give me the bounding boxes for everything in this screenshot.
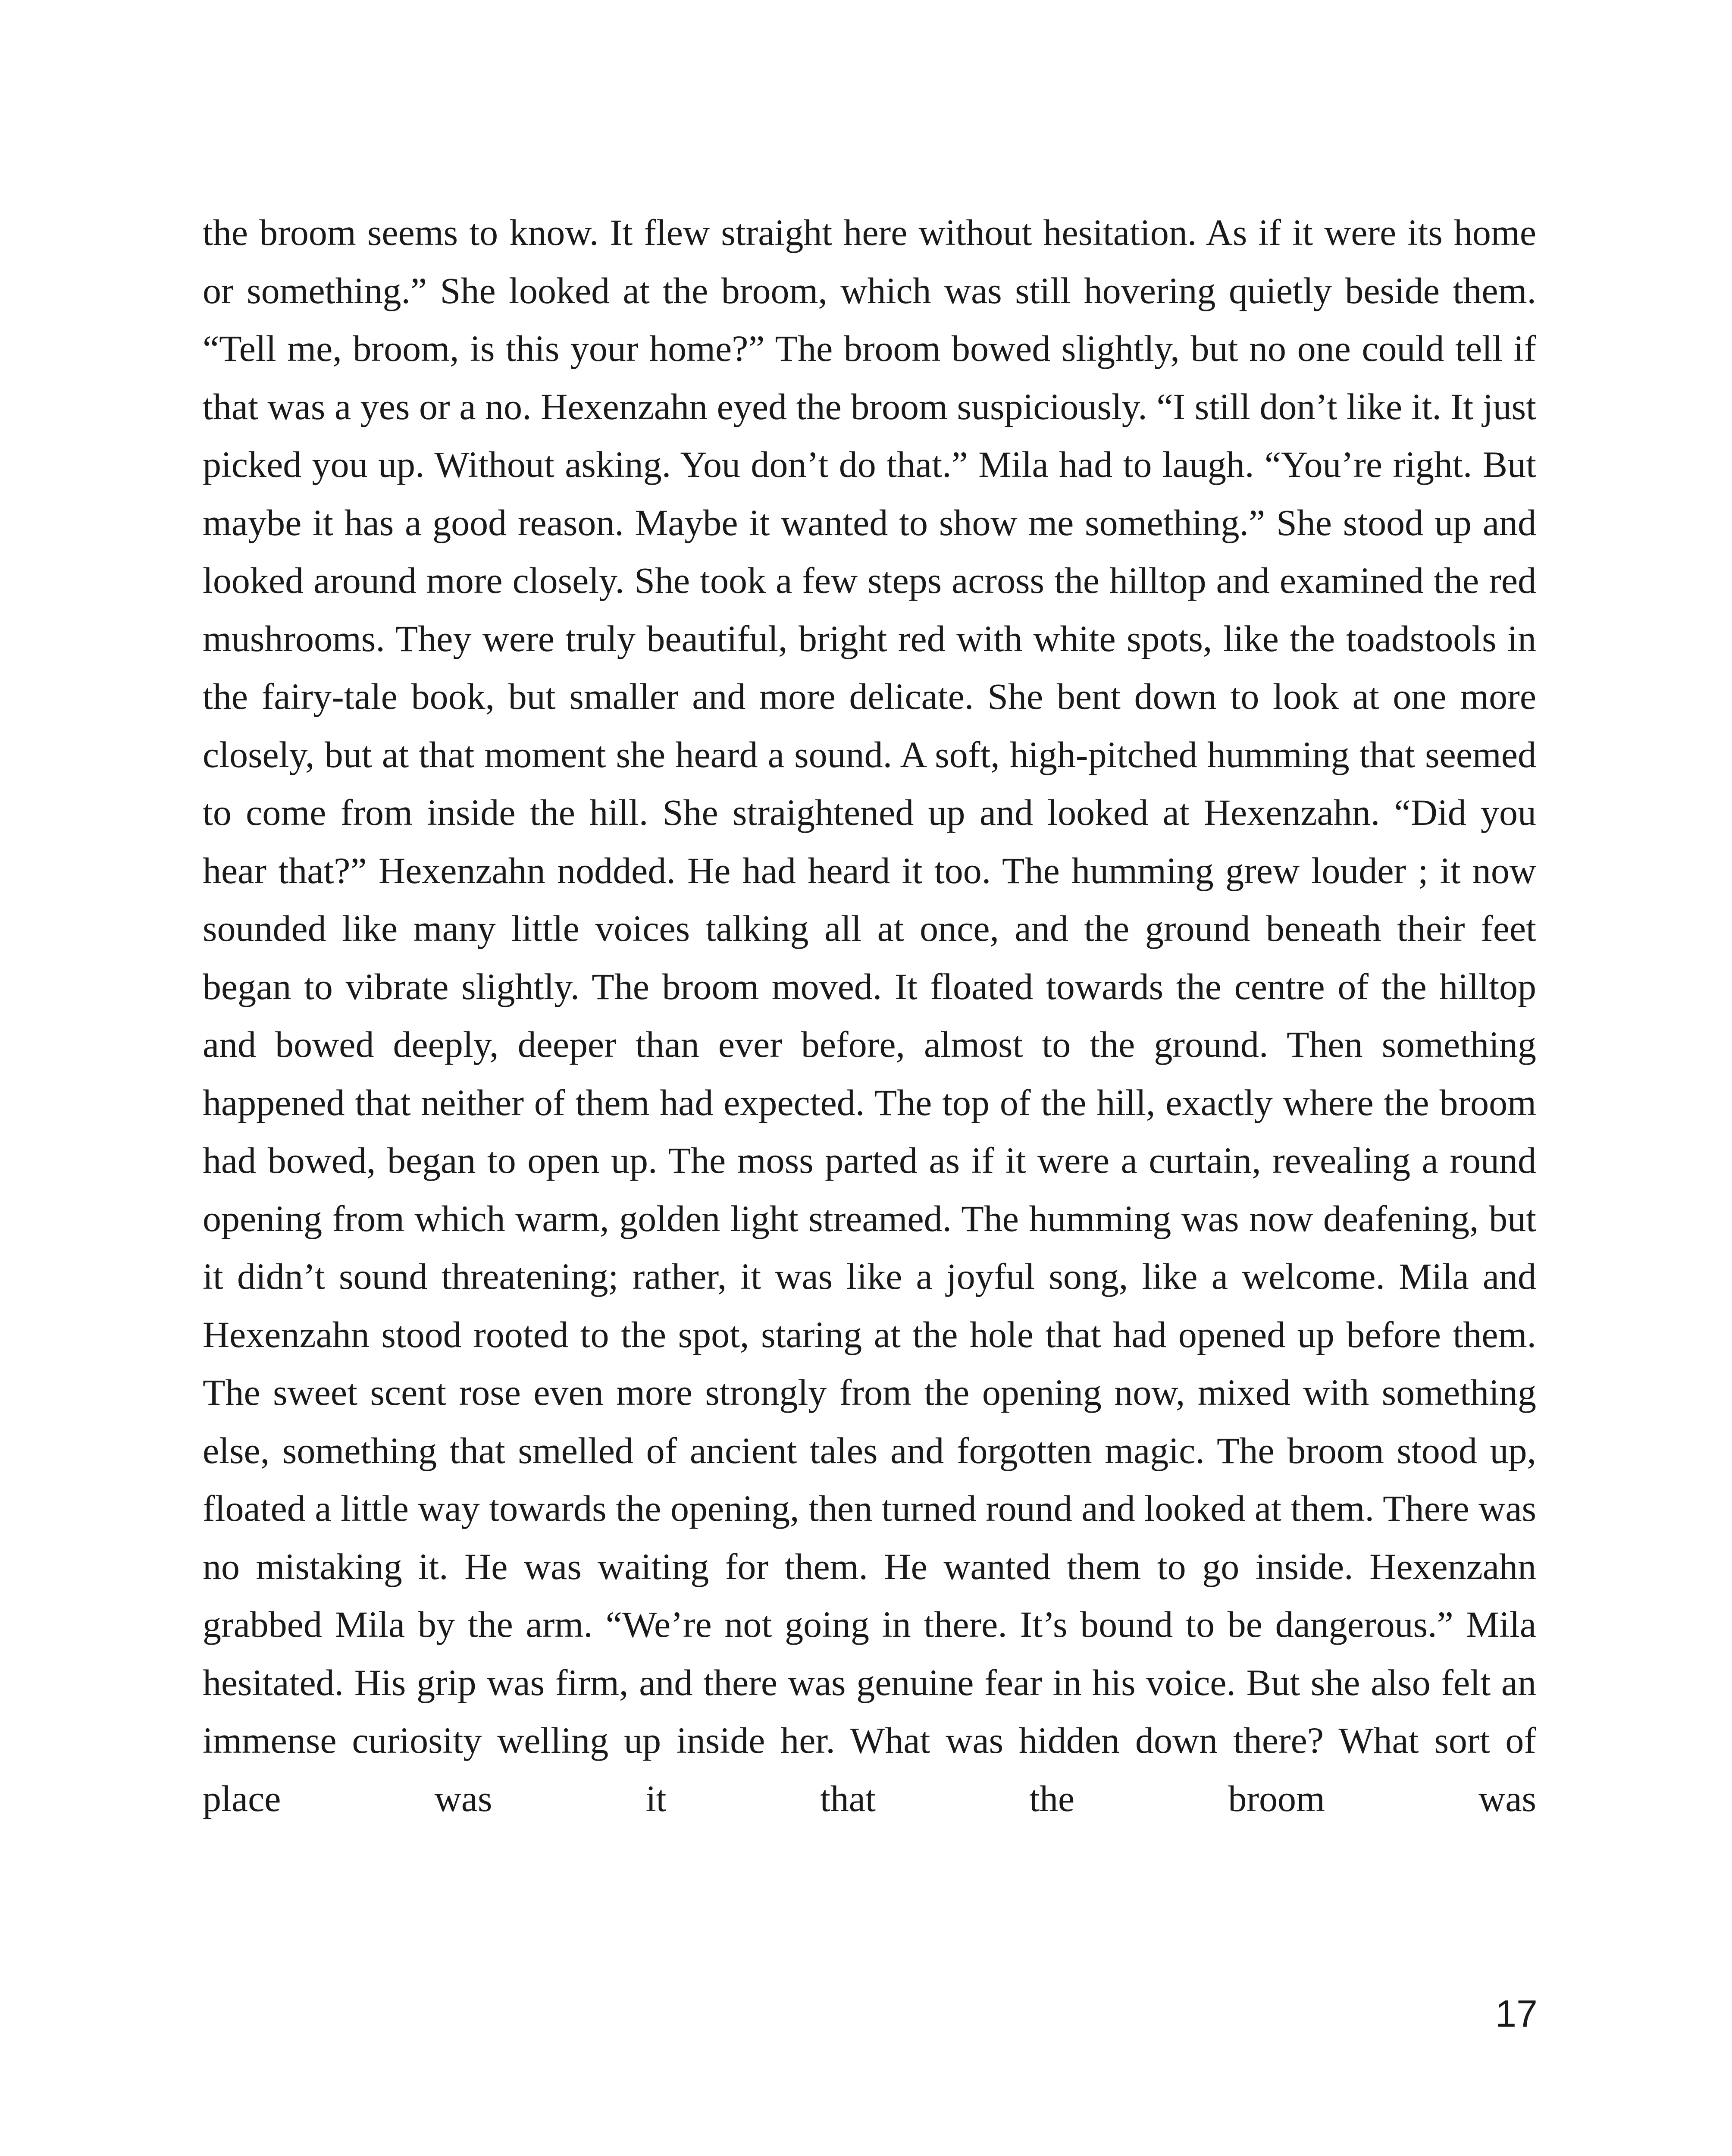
page-number: 17 xyxy=(1495,1992,1538,2035)
body-paragraph: the broom seems to know. It flew straight here without hesitation. As if it were its home or something.” She looked at the broom, which was still hovering quietly beside them. “Tell me, broom, is this your home?” The broom bowed slightly, but no one could tell if that was a yes or a no. Hexenzahn eyed the broom suspiciously. “I still don’t like it. It just picked you up. Without asking. You don’t do that.” Mila had to laugh. “You’re right. But maybe it has a good reason. Maybe it wanted to show me something.” She stood up and looked around more closely. She took a few steps across the hilltop and examined the red mushrooms. They were truly beautiful, bright red with white spots, like the toadstools in the fairy-tale book, but smaller and more delicate. She bent down to look at one more closely, but at that moment she heard a sound. A soft, high-pitched humming that seemed to come from inside the hill. She straightened up and looked at Hexenzahn. “Did you hear that?” Hexenzahn nodded. He had heard it too. The humming grew louder ; it now sounded like many little voices talking all at once, and the ground beneath their feet began to vibrate slightly. The broom moved. It floated towards the centre of the hilltop and bowed deeply, deeper than ever before, almost to the ground. Then something happened that neither of them had expected. The top of the hill, exactly where the broom had bowed, began to open up. The moss parted as if it were a curtain, revealing a round opening from which warm, golden light streamed. The humming was now deafening, but it didn’t sound threatening; rather, it was like a joyful song, like a welcome. Mila and Hexenzahn stood rooted to the spot, staring at the hole that had opened up before them. The sweet scent rose even more strongly from the opening now, mixed with something else, something that smelled of ancient tales and forgotten magic. The broom stood up, floated a little way towards the opening, then turned round and looked at them. There was no mistaking it. He was waiting for them. He wanted them to go inside. Hexenzahn grabbed Mila by the arm. “We’re not going in there. It’s bound to be dangerous.” Mila hesitated. His grip was firm, and there was genuine fear in his voice. But she also felt an immense curiosity welling up inside her. What was hidden down there? What sort of place was it that the broom was xyxy=(203,212,1536,1819)
